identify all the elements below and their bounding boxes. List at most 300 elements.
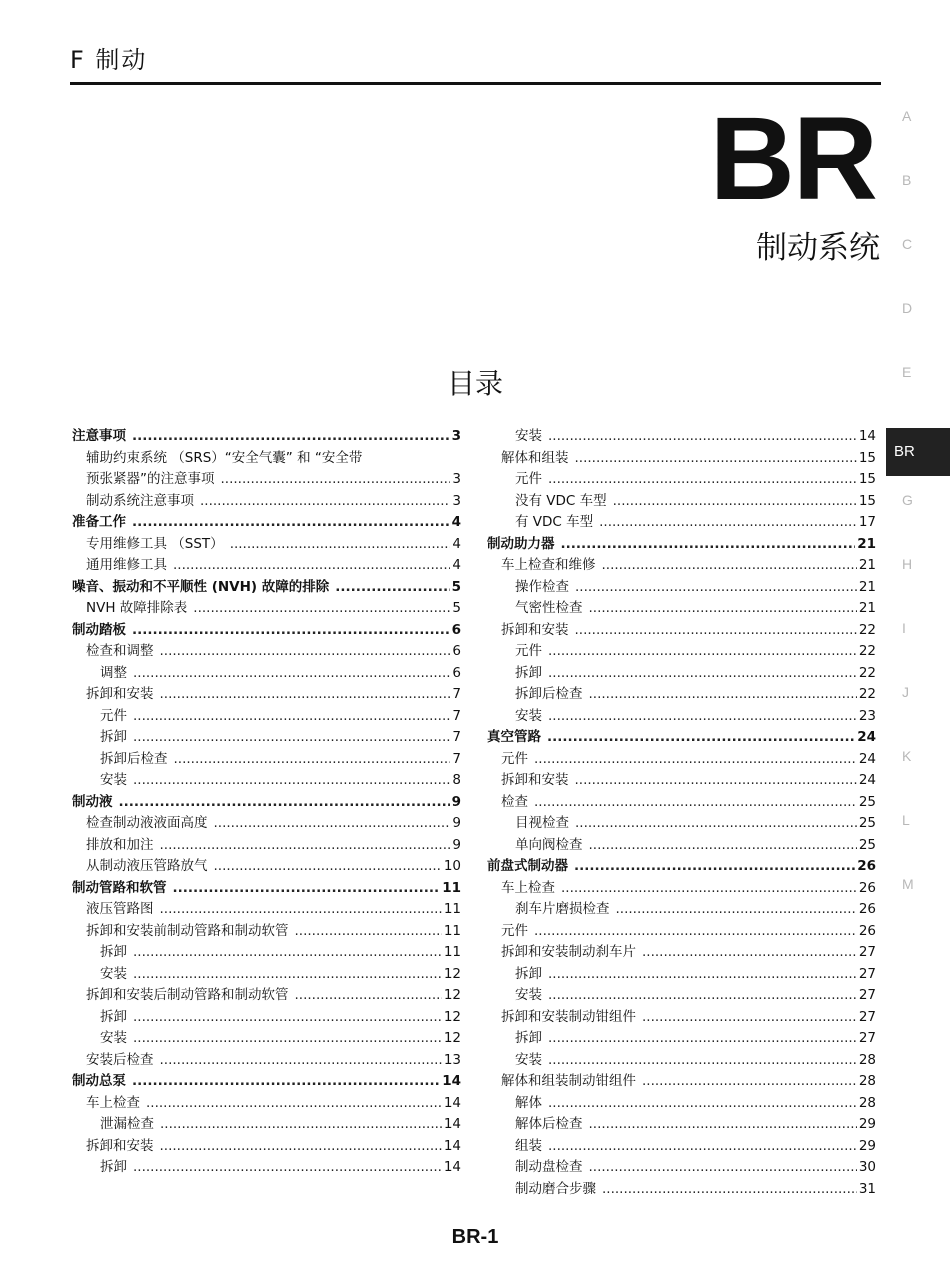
toc-entry-title: 安装 [515,987,542,1003]
toc-entry-title: 辅助约束系统 （SRS）“安全气囊” 和 “安全带 [86,449,363,466]
toc-leader-dots [160,899,442,921]
toc-leader-dots [335,577,449,599]
toc-entry-page: 11 [443,944,461,960]
toc-leader-dots [230,534,451,556]
toc-entry[interactable] [487,942,876,964]
toc-entry-title: 排放和加注 [86,836,154,853]
toc-entry-page: 5 [451,578,461,595]
toc-leader-dots [214,856,442,878]
toc-entry-title: 安装 [100,772,127,788]
toc-entry[interactable] [487,641,876,663]
toc-entry-title: 制动总泵 [72,1073,126,1089]
toc-entry[interactable] [487,1050,876,1072]
toc-entry-title: 安装 [515,428,542,444]
toc-leader-dots [575,577,857,599]
toc-entry-page: 14 [443,1094,461,1111]
toc-leader-dots [132,426,450,448]
toc-entry-title: 组装 [515,1137,542,1154]
toc-entry[interactable] [72,899,461,921]
toc-entry[interactable] [487,835,876,857]
toc-entry-title: 制动系统注意事项 [86,492,194,509]
toc-leader-dots [548,641,857,663]
toc-entry[interactable] [487,1114,876,1136]
toc-leader-dots [160,641,451,663]
toc-entry-title: 目视检查 [515,815,569,831]
toc-leader-dots [589,1114,857,1136]
toc-entry[interactable] [487,577,876,599]
toc-entry[interactable] [72,813,461,835]
toc-entry-title: 刹车片磨损检查 [515,901,610,917]
toc-entry-page: 27 [858,987,876,1003]
index-tab-m[interactable]: M [902,876,914,892]
toc-entry-page: 6 [451,621,461,638]
toc-entry-title: 拆卸 [515,1030,542,1046]
toc-entry-title: 拆卸和安装 [501,621,569,638]
toc-leader-dots [548,1050,857,1072]
toc-entry[interactable] [487,1028,876,1050]
toc-entry-page: 31 [858,1180,876,1197]
toc-entry-page: 3 [451,428,461,444]
toc-entry[interactable] [487,856,876,878]
toc-entry[interactable] [487,921,876,943]
toc-entry[interactable] [72,663,461,685]
toc-entry-page: 25 [858,793,876,810]
index-tab-j[interactable]: J [902,684,909,700]
chapter-index-tabs [886,100,950,932]
toc-entry[interactable] [487,448,876,470]
toc-entry[interactable] [487,985,876,1007]
toc-entry-title: 车上检查 [501,879,555,896]
toc-entry-title: 解体后检查 [515,1116,583,1132]
toc-entry[interactable] [487,813,876,835]
section-header: F 制动 [70,46,148,74]
toc-entry-title: 元件 [515,471,542,487]
toc-entry[interactable] [72,555,461,577]
index-tab-a[interactable]: A [902,108,912,124]
toc-entry-page: 14 [443,1137,461,1154]
toc-leader-dots [534,921,857,943]
toc-entry-page: 24 [857,729,876,745]
toc-entry[interactable] [487,792,876,814]
toc-entry-page: 21 [857,535,876,552]
toc-entry[interactable] [72,835,461,857]
toc-entry[interactable] [72,878,461,900]
toc-entry-title: 没有 VDC 车型 [515,492,607,509]
toc-entry-page: 3 [452,492,461,509]
toc-entry[interactable] [72,469,461,491]
toc-entry-title: 检查和调整 [86,643,154,659]
toc-leader-dots [295,921,442,943]
toc-entry-page: 25 [858,815,876,831]
toc-entry-page: 22 [858,686,876,702]
toc-leader-dots [589,598,857,620]
toc-entry-page: 28 [858,1073,876,1089]
index-tab-e[interactable]: E [902,364,912,380]
toc-leader-dots [173,878,441,900]
toc-entry-page: 26 [858,901,876,917]
toc-leader-dots [548,469,857,491]
toc-entry-title: 拆卸 [100,944,127,960]
toc-entry[interactable] [72,512,461,534]
toc-leader-dots [133,1157,442,1179]
toc-leader-dots [575,813,857,835]
toc-entry[interactable] [72,620,461,642]
toc-entry-page: 14 [443,1159,461,1175]
toc-entry-title: 拆卸和安装后制动管路和制动软管 [86,987,289,1003]
toc-leader-dots [642,942,857,964]
toc-entry-title: 拆卸 [100,1159,127,1175]
toc-leader-dots [133,770,450,792]
toc-entry-page: 27 [858,965,876,982]
toc-entry-title: 拆卸 [515,965,542,982]
toc-entry-page: 27 [858,1030,876,1046]
toc-entry-title: 元件 [515,643,542,659]
toc-entry[interactable] [72,426,461,448]
toc-entry-page: 6 [452,643,461,659]
toc-entry[interactable] [72,985,461,1007]
toc-leader-dots [132,1071,440,1093]
toc-entry-page: 8 [452,772,461,788]
toc-entry-title: 制动管路和软管 [72,879,167,896]
toc-leader-dots [534,792,857,814]
toc-entry[interactable] [487,706,876,728]
toc-entry[interactable] [487,770,876,792]
toc-entry-page: 30 [858,1159,876,1175]
toc-entry[interactable] [72,792,461,814]
toc-entry-page: 25 [858,836,876,853]
toc-entry-page: 4 [451,514,461,530]
toc-title: 目录 [446,367,503,400]
toc-entry-title: 制动盘检查 [515,1159,583,1175]
toc-leader-dots [548,964,857,986]
header-rule [70,82,881,85]
toc-entry[interactable] [487,1157,876,1179]
toc-entry-title: NVH 故障排除表 [86,600,188,616]
toc-entry-page: 12 [443,1008,461,1025]
toc-leader-dots [548,1093,857,1115]
toc-right-column [487,426,876,1200]
toc-entry-page: 28 [858,1094,876,1111]
toc-entry-title: 拆卸后检查 [515,686,583,702]
toc-entry[interactable] [72,1028,461,1050]
toc-leader-dots [616,899,857,921]
toc-entry-title: 气密性检查 [515,600,583,616]
toc-leader-dots [214,813,451,835]
toc-leader-dots [119,792,450,814]
toc-entry-title: 解体 [515,1094,542,1111]
index-tab-b[interactable]: B [902,172,912,188]
toc-leader-dots [221,469,451,491]
toc-entry[interactable] [487,727,876,749]
toc-entry[interactable] [72,577,461,599]
index-tab-c[interactable]: C [902,236,913,252]
toc-leader-dots [173,555,450,577]
toc-entry[interactable] [487,555,876,577]
toc-entry-title: 拆卸和安装 [86,1137,154,1154]
toc-leader-dots [200,491,450,513]
toc-entry-page: 9 [452,815,461,831]
toc-entry[interactable] [72,964,461,986]
toc-entry[interactable] [72,1136,461,1158]
toc-entry[interactable] [72,921,461,943]
toc-entry-page: 3 [452,471,461,487]
toc-entry[interactable] [487,1179,876,1201]
toc-entry-page: 7 [452,750,461,767]
toc-entry[interactable] [487,1136,876,1158]
toc-entry[interactable] [72,727,461,749]
toc-entry-title: 安装 [100,1030,127,1046]
toc-entry-page: 4 [452,535,461,552]
toc-leader-dots [589,835,857,857]
toc-entry[interactable] [487,684,876,706]
toc-leader-dots [160,684,451,706]
toc-leader-dots [160,835,451,857]
toc-entry-title: 解体和组装制动钳组件 [501,1073,636,1089]
toc-entry-title: 拆卸 [100,729,127,745]
toc-entry-title: 拆卸 [100,1008,127,1025]
toc-entry-page: 27 [858,1008,876,1025]
toc-leader-dots [133,727,450,749]
toc-entry-title: 拆卸后检查 [100,750,168,767]
toc-entry[interactable] [72,1114,461,1136]
toc-entry-page: 7 [452,729,461,745]
toc-entry-page: 6 [452,664,461,681]
toc-entry-page: 28 [858,1051,876,1068]
toc-entry[interactable] [487,878,876,900]
toc-entry[interactable] [487,1007,876,1029]
toc-entry-page: 14 [858,428,876,444]
toc-leader-dots [133,1028,442,1050]
toc-entry-page: 7 [452,686,461,702]
toc-entry-title: 预张紧器”的注意事项 [86,471,215,487]
toc-leader-dots [599,512,857,534]
toc-entry-page: 29 [858,1137,876,1154]
toc-entry[interactable] [487,663,876,685]
toc-entry[interactable] [487,1071,876,1093]
toc-entry-page: 21 [858,578,876,595]
toc-entry[interactable] [72,491,461,513]
toc-entry[interactable] [72,534,461,556]
toc-leader-dots [548,426,857,448]
toc-leader-dots [133,964,442,986]
toc-entry[interactable] [487,1093,876,1115]
index-tab-h[interactable]: H [902,556,913,572]
index-tab-d[interactable]: D [902,300,913,316]
toc-leader-dots [132,512,450,534]
index-tab-k[interactable]: K [902,748,912,764]
toc-entry[interactable] [72,1007,461,1029]
toc-entry-title: 安装 [515,707,542,724]
toc-entry-page: 12 [443,1030,461,1046]
toc-entry-title: 拆卸和安装 [86,686,154,702]
toc-entry-page: 10 [443,858,461,874]
toc-leader-dots [132,620,450,642]
toc-entry-page: 14 [443,1116,461,1132]
toc-leader-dots [561,878,857,900]
toc-entry-title: 解体和组装 [501,449,569,466]
toc-entry-title: 元件 [501,750,528,767]
toc-entry-title: 专用维修工具 （SST） [86,535,224,552]
toc-entry[interactable] [72,942,461,964]
toc-entry[interactable] [487,899,876,921]
toc-leader-dots [548,985,857,1007]
toc-entry-page: 7 [452,707,461,724]
toc-entry-page: 13 [443,1051,461,1068]
toc-entry[interactable] [487,469,876,491]
toc-entry[interactable] [72,770,461,792]
toc-entry[interactable] [72,706,461,728]
toc-entry[interactable] [72,641,461,663]
toc-leader-dots [133,663,450,685]
toc-entry-title: 注意事项 [72,428,126,444]
chapter-code: BR [709,93,876,225]
toc-entry-title: 前盘式制动器 [487,858,568,874]
toc-leader-dots [613,491,857,513]
toc-entry-page: 29 [858,1116,876,1132]
chapter-title: 制动系统 [756,230,880,266]
toc-leader-dots [174,749,451,771]
toc-entry-title: 从制动液压管路放气 [86,858,208,874]
toc-entry-title: 检查 [501,793,528,810]
toc-entry-title: 安装 [515,1051,542,1068]
toc-entry-page: 9 [452,836,461,853]
toc-leader-dots [548,663,857,685]
toc-entry-page: 21 [858,600,876,616]
toc-entry-title: 单向阀检查 [515,836,583,853]
toc-entry-title: 噪音、振动和不平顺性 (NVH) 故障的排除 [72,578,330,595]
toc-entry-title: 安装 [100,965,127,982]
toc-entry-title: 车上检查和维修 [501,557,596,573]
toc-entry-page: 21 [858,557,876,573]
toc-entry-page: 26 [858,879,876,896]
toc-entry-title: 准备工作 [72,514,126,530]
index-tab-br[interactable]: BR [886,428,950,476]
toc-entry-page: 23 [858,707,876,724]
toc-entry[interactable] [487,426,876,448]
toc-entry-page: 11 [442,879,461,896]
toc-entry-page: 4 [452,557,461,573]
toc-leader-dots [642,1007,857,1029]
toc-leader-dots [574,856,855,878]
toc-leader-dots [160,1050,442,1072]
toc-leader-dots [193,598,450,620]
toc-leader-dots [133,942,442,964]
toc-entry-title: 拆卸 [515,664,542,681]
toc-leader-dots [575,448,857,470]
toc-entry[interactable] [487,534,876,556]
toc-leader-dots [133,706,450,728]
toc-leader-dots [602,555,857,577]
toc-leader-dots [133,1007,442,1029]
toc-left-column [72,426,461,1179]
toc-entry[interactable] [487,749,876,771]
toc-entry-page: 11 [443,922,461,939]
toc-leader-dots [548,1136,857,1158]
toc-entry-title: 安装后检查 [86,1051,154,1068]
toc-entry-title: 元件 [501,922,528,939]
toc-entry-page: 12 [443,965,461,982]
toc-entry-title: 检查制动液液面高度 [86,815,208,831]
toc-entry-title: 制动踏板 [72,621,126,638]
toc-entry-page: 15 [858,471,876,487]
toc-entry-page: 15 [858,492,876,509]
toc-entry[interactable] [487,620,876,642]
toc-entry-title: 有 VDC 车型 [515,514,594,530]
toc-entry-page: 24 [858,772,876,788]
toc-entry-page: 22 [858,621,876,638]
toc-entry-page: 26 [857,858,876,874]
toc-leader-dots [589,684,857,706]
toc-entry[interactable] [72,684,461,706]
toc-entry-page: 15 [858,449,876,466]
toc-entry-title: 泄漏检查 [100,1116,154,1132]
toc-leader-dots [160,1114,442,1136]
toc-entry[interactable] [487,512,876,534]
toc-entry[interactable] [72,1071,461,1093]
toc-entry[interactable] [72,1093,461,1115]
toc-entry-title: 液压管路图 [86,901,154,917]
toc-entry[interactable] [72,1050,461,1072]
toc-entry-page: 22 [858,664,876,681]
toc-entry-title: 拆卸和安装前制动管路和制动软管 [86,922,289,939]
toc-entry-title: 通用维修工具 [86,557,167,573]
toc-entry[interactable] [72,448,461,470]
toc-entry-title: 真空管路 [487,729,541,745]
toc-entry-title: 制动助力器 [487,535,555,552]
toc-leader-dots [642,1071,857,1093]
toc-entry-page: 9 [451,793,461,810]
toc-entry-page: 14 [442,1073,461,1089]
toc-entry-title: 操作检查 [515,578,569,595]
toc-entry[interactable] [72,1157,461,1179]
toc-entry-page: 11 [443,901,461,917]
toc-entry-page: 17 [858,514,876,530]
toc-leader-dots [548,706,857,728]
toc-entry[interactable] [72,749,461,771]
toc-leader-dots [146,1093,442,1115]
toc-entry-page: 27 [858,944,876,960]
toc-entry-page: 12 [443,987,461,1003]
toc-leader-dots [160,1136,442,1158]
toc-entry-title: 元件 [100,707,127,724]
toc-leader-dots [548,1028,857,1050]
toc-entry-title: 车上检查 [86,1094,140,1111]
index-tab-l[interactable]: L [902,812,910,828]
toc-entry[interactable] [72,598,461,620]
toc-entry[interactable] [72,856,461,878]
toc-entry-title: 制动液 [72,793,113,810]
toc-leader-dots [575,620,857,642]
toc-entry-title: 拆卸和安装制动刹车片 [501,944,636,960]
toc-leader-dots [602,1179,857,1201]
toc-leader-dots [295,985,442,1007]
toc-entry-title: 调整 [100,664,127,681]
index-tab-g[interactable]: G [902,492,913,508]
page-number: BR-1 [451,1226,499,1248]
toc-entry-title: 拆卸和安装制动钳组件 [501,1008,636,1025]
toc-leader-dots [547,727,855,749]
toc-entry-title: 制动磨合步骤 [515,1180,596,1197]
toc-entry[interactable] [487,964,876,986]
toc-entry-page: 24 [858,750,876,767]
toc-entry-page: 5 [452,600,461,616]
toc-leader-dots [589,1157,857,1179]
toc-entry[interactable] [487,491,876,513]
toc-entry[interactable] [487,598,876,620]
toc-entry-page: 26 [858,922,876,939]
index-tab-i[interactable]: I [902,620,906,636]
toc-entry-page: 22 [858,643,876,659]
